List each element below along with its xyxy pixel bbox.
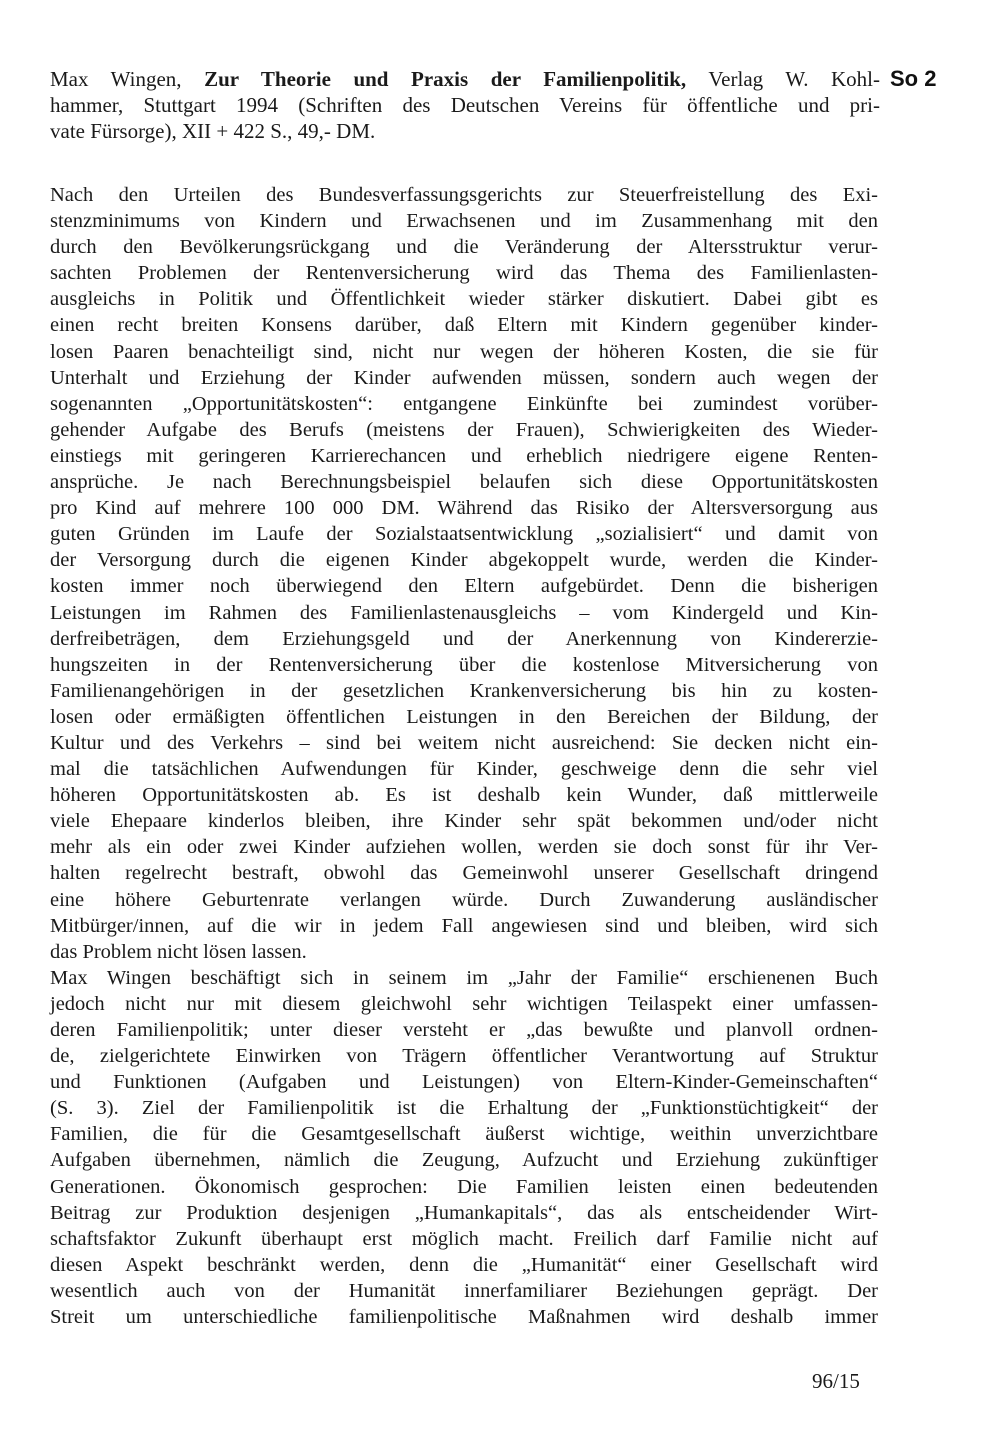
body-line: wesentlich auch von der Humanität innerfamiliarer Beziehungen geprägt. Der	[50, 1279, 878, 1302]
body-line: Familienangehörigen in der gesetzlichen Krankenversicherung bis hin zu kosten-	[50, 679, 878, 702]
body-line: Nach den Urteilen des Bundesverfassungsgerichts zur Steuerfreistellung des Exi-	[50, 184, 878, 206]
body-line: einen recht breiten Konsens darüber, daß Eltern mit Kindern gegenüber kinder-	[50, 314, 878, 337]
body-line: Kultur und des Verkehrs – sind bei weitem nicht ausreichend: Sie decken nicht ein-	[50, 731, 878, 754]
body-line: Streit um unterschiedliche familienpolitische Maßnahmen wird deshalb immer	[50, 1306, 878, 1329]
citation-line: vate Fürsorge), XII + 422 S., 49,- DM.	[50, 119, 376, 143]
body-line: pro Kind auf mehrere 100 000 DM. Während das Risiko der Altersversorgung aus	[50, 497, 878, 520]
body-line: losen oder ermäßigten öffentlichen Leistungen in den Bereichen der Bildung, der	[50, 705, 878, 728]
body-line: diesen Aspekt beschränkt werden, denn die „Humanität“ einer Gesellschaft wird	[50, 1253, 878, 1276]
body-line: mal die tatsächlichen Aufwendungen für Kinder, geschweige denn die sehr viel	[50, 758, 878, 781]
body-line: Familien, die für die Gesamtgesellschaft äußerst wichtige, weithin unverzichtbare	[50, 1123, 878, 1146]
body-line: Mitbürger/innen, auf die wir in jedem Fall angewiesen sind und bleiben, wird sich	[50, 914, 878, 937]
body-line: das Problem nicht lösen lassen.	[50, 940, 307, 963]
body-line: und Funktionen (Aufgaben und Leistungen) von Eltern-Kinder-Gemeinschaften“	[50, 1071, 878, 1094]
body-line: Unterhalt und Erziehung der Kinder aufwenden müssen, sondern auch wegen der	[50, 366, 878, 389]
body-line: stenzminimums von Kindern und Erwachsenen und im Zusammenhang mit den	[50, 210, 878, 233]
body-line: sachten Problemen der Rentenversicherung wird das Thema des Familienlasten-	[50, 262, 878, 285]
body-line: eine höhere Geburtenrate verlangen würde. Durch Zuwanderung ausländischer	[50, 888, 878, 911]
body-line: ausgleichs in Politik und Öffentlichkeit wieder stärker diskutiert. Dabei gibt es	[50, 288, 878, 311]
citation-line: hammer, Stuttgart 1994 (Schriften des Deutschen Vereins für öffentliche und pri-	[50, 93, 880, 117]
body-line: derfreibeträgen, dem Erziehungsgeld und der Anerkennung von Kindererzie-	[50, 627, 878, 650]
citation-author: Max Wingen,	[50, 67, 205, 91]
body-line: Max Wingen beschäftigt sich in seinem im „Jahr der Familie“ erschienenen Buch	[50, 966, 878, 989]
body-line: halten regelrecht bestraft, obwohl das Gemeinwohl unserer Gesellschaft dringend	[50, 862, 878, 885]
body-line: losen Paaren benachteiligt sind, nicht nur wegen der höheren Kosten, die sie für	[50, 340, 878, 363]
citation-line	[50, 66, 880, 92]
citation-publisher: Verlag W. Kohl-	[686, 67, 881, 91]
body-line: Generationen. Ökonomisch gesprochen: Die Familien leisten einen bedeutenden	[50, 1175, 878, 1198]
body-line: ansprüche. Je nach Berechnungsbeispiel belaufen sich diese Opportunitätskosten	[50, 471, 878, 494]
body-line: Aufgaben übernehmen, nämlich die Zeugung, Aufzucht und Erziehung zukünftiger	[50, 1149, 878, 1172]
body-line: höheren Opportunitätskosten ab. Es ist deshalb kein Wunder, daß mittlerweile	[50, 784, 878, 807]
body-line: guten Gründen im Laufe der Sozialstaatsentwicklung „sozialisiert“ und damit von	[50, 523, 878, 546]
page-number: 96/15	[812, 1369, 860, 1393]
body-line: mehr als ein oder zwei Kinder aufziehen wollen, werden sie doch sonst für ihr Ver-	[50, 836, 878, 859]
citation-book-title: Zur Theorie und Praxis der Familienpolitik,	[204, 67, 687, 91]
body-line: schaftsfaktor Zukunft überhaupt erst möglich macht. Freilich darf Familie nicht auf	[50, 1227, 878, 1250]
body-line: durch den Bevölkerungsrückgang und die Veränderung der Altersstruktur verur-	[50, 236, 878, 259]
body-line: deren Familienpolitik; unter dieser versteht er „das bewußte und planvoll ordnen-	[50, 1019, 878, 1041]
body-line: gehender Aufgabe des Berufs (meistens der Frauen), Schwierigkeiten des Wieder-	[50, 418, 878, 441]
body-line: der Versorgung durch die eigenen Kinder abgekoppelt wurde, werden die Kinder-	[50, 549, 878, 572]
body-line: de, zielgerichtete Einwirken von Trägern öffentlicher Verantwortung auf Struktur	[50, 1045, 878, 1068]
review-body-text	[50, 182, 878, 1330]
body-line: (S. 3). Ziel der Familienpolitik ist die Erhaltung der „Funktionstüchtigkeit“ der	[50, 1097, 878, 1120]
book-citation	[50, 66, 880, 144]
section-code: So 2	[890, 66, 937, 91]
body-line: kosten immer noch überwiegend den Eltern aufgebürdet. Denn die bisherigen	[50, 575, 878, 598]
body-line: Leistungen im Rahmen des Familienlastenausgleichs – vom Kindergeld und Kin-	[50, 601, 878, 624]
body-line: hungszeiten in der Rentenversicherung über die kostenlose Mitversicherung von	[50, 653, 878, 676]
body-line: sogenannten „Opportunitätskosten“: entgangene Einkünfte bei zumindest vorüber-	[50, 392, 878, 415]
body-line: jedoch nicht nur mit diesem gleichwohl sehr wichtigen Teilaspekt einer umfassen-	[50, 992, 878, 1015]
body-line: viele Ehepaare kinderlos bleiben, ihre Kinder sehr spät bekommen und/oder nicht	[50, 810, 878, 833]
body-line: Beitrag zur Produktion desjenigen „Humankapitals“, das als entscheidender Wirt-	[50, 1201, 878, 1224]
body-line: einstiegs mit geringeren Karrierechancen und erheblich niedrigere eigene Renten-	[50, 444, 878, 467]
